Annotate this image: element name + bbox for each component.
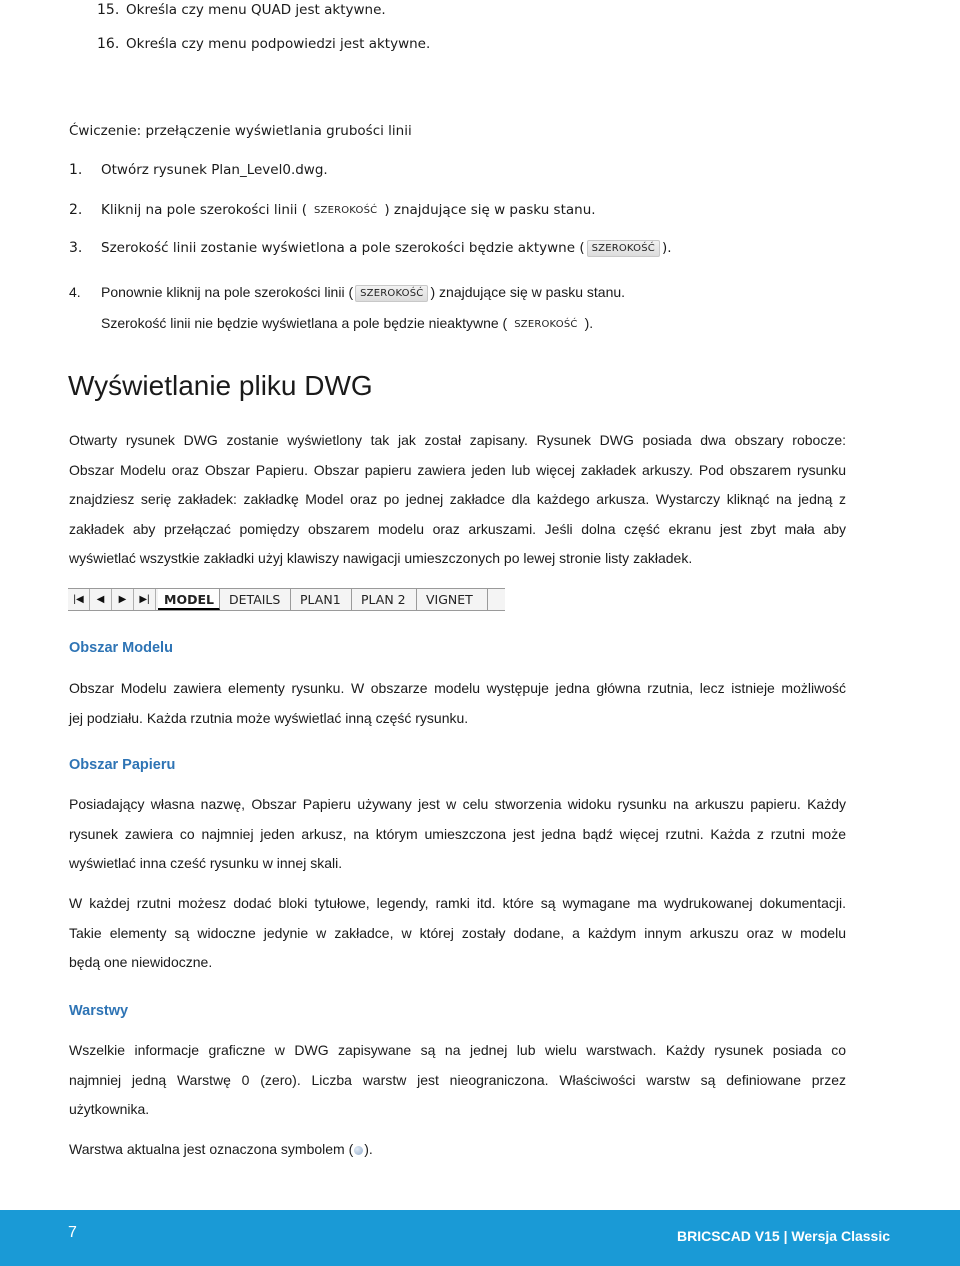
- lineweight-toggle-inactive[interactable]: SZEROKOŚĆ: [514, 318, 578, 330]
- list-item: Określa czy menu podpowiedzi jest aktywne.: [126, 36, 431, 52]
- tab-details[interactable]: DETAILS: [223, 589, 291, 610]
- step-number: 3.: [69, 240, 83, 256]
- step-number: 1.: [69, 162, 83, 178]
- tab-plan1[interactable]: PLAN1: [294, 589, 352, 610]
- text-line: Wszelkie informacje graficzne w DWG zapisywane są na jednej lub wielu warstwach. Każdy rysunek posiada co: [69, 1042, 846, 1058]
- layers-heading: Warstwy: [69, 1003, 129, 1019]
- step-text: Otwórz rysunek Plan_Level0.dwg.: [101, 162, 328, 178]
- intro-paragraph: [69, 426, 846, 574]
- page-number: 7: [68, 1224, 77, 1241]
- step-text: ) znajdujące się w pasku stanu.: [430, 284, 626, 300]
- tab-plan2[interactable]: PLAN 2: [355, 589, 417, 610]
- list-number: 15.: [97, 2, 120, 18]
- first-tab-icon[interactable]: |◀: [68, 589, 90, 610]
- footer-brand: BRICSCAD V15 | Wersja Classic: [677, 1228, 890, 1244]
- paper-space-heading: Obszar Papieru: [69, 757, 176, 773]
- text-line: Warstwa aktualna jest oznaczona symbolem (: [69, 1141, 354, 1157]
- step-text: Szerokość linii nie będzie wyświetlana a pole będzie nieaktywne (: [101, 315, 508, 331]
- text-line: jej podziału. Każda rzutnia może wyświetlać inną część rysunku.: [69, 709, 469, 726]
- step-text: Szerokość linii zostanie wyświetlona a pole szerokości będzie aktywne (: [101, 240, 585, 256]
- text-line: najmniej jedną Warstwę 0 (zero). Liczba warstw jest nieograniczona. Właściwości warstw są definiowane przez: [69, 1071, 846, 1088]
- text-line: W każdej rzutni możesz dodać bloki tytułowe, legendy, ramki itd. które są wymagane ma wydrukowanej dokumentacji.: [69, 895, 846, 911]
- text-line: ).: [364, 1141, 373, 1157]
- text-line: użytkownika.: [69, 1101, 150, 1117]
- lineweight-toggle-inactive[interactable]: SZEROKOŚĆ: [313, 204, 378, 216]
- layers-paragraph: [69, 1036, 846, 1125]
- page-footer: [0, 1210, 960, 1266]
- step-text: Ponownie kliknij na pole szerokości linii (: [101, 284, 354, 300]
- text-line: rysunek zawiera co najmniej jeden arkusz, na którym umieszczona jest jedna bądź więcej rzutni. Każda z rzutni może: [69, 825, 846, 842]
- step-number: 4.: [69, 284, 81, 300]
- next-tab-icon[interactable]: ▶: [112, 589, 134, 610]
- step-text: Kliknij na pole szerokości linii (: [101, 202, 307, 218]
- layout-tab-bar: [68, 588, 505, 611]
- text-line: Obszar Modelu oraz Obszar Papieru. Obszar papieru zawiera jeden lub więcej zakładek arkuszy. Pod obszarem rysunku: [69, 461, 846, 478]
- model-space-paragraph: [69, 674, 846, 733]
- list-item: Określa czy menu QUAD jest aktywne.: [126, 2, 386, 18]
- text-line: wyświetlać wszystkie zakładki użyj klawiszy nawigacji umieszczonych po lewej stronie listy zakładek.: [69, 550, 693, 566]
- step-3: [101, 238, 672, 258]
- last-tab-icon[interactable]: ▶|: [134, 589, 156, 610]
- prev-tab-icon[interactable]: ◀: [90, 589, 112, 610]
- text-line: znajdziesz serię zakładek: zakładkę Model oraz po jednej zakładce dla każdego arkusza. Wystarczy kliknąć na jedną z: [69, 491, 846, 507]
- text-line: Posiadający własna nazwę, Obszar Papieru używany jest w celu stworzenia widoku rysunku na arkuszu papieru. Każdy: [69, 796, 846, 812]
- list-number: 16.: [97, 36, 120, 52]
- section-title: Wyświetlanie pliku DWG: [68, 370, 373, 401]
- lineweight-toggle-active[interactable]: SZEROKOŚĆ: [355, 285, 428, 302]
- lineweight-toggle-active[interactable]: SZEROKOŚĆ: [587, 240, 660, 257]
- tab-vignet[interactable]: VIGNET: [420, 589, 488, 610]
- exercise-title: Ćwiczenie: przełączenie wyświetlania grubości linii: [69, 123, 412, 139]
- text-line: Takie elementy są widoczne jedynie w zakładce, w której zostały dodane, a każdym innym arkuszu oraz w modelu: [69, 924, 846, 941]
- text-line: będą one niewidoczne.: [69, 954, 213, 970]
- step-2: [101, 200, 596, 220]
- text-line: Obszar Modelu zawiera elementy rysunku. W obszarze modelu występuje jedna główna rzutnia, lecz istnieje możliwość: [69, 680, 846, 696]
- current-layer-note: [69, 1139, 373, 1159]
- text-line: zakładek aby przełączać pomiędzy obszarem modelu oraz arkuszami. Jeśli dolna część ekranu jest zbyt mała aby: [69, 520, 846, 537]
- step-4: [101, 282, 625, 302]
- text-line: wyświetlać inna cześć rysunku w innej skali.: [69, 855, 343, 871]
- step-number: 2.: [69, 202, 83, 218]
- step-4-line2: [101, 313, 593, 333]
- model-space-heading: Obszar Modelu: [69, 640, 173, 656]
- text-line: Otwarty rysunek DWG zostanie wyświetlony tak jak został zapisany. Rysunek DWG posiada dwa obszary robocze:: [69, 432, 846, 448]
- step-text: ).: [661, 240, 672, 256]
- current-layer-icon: [354, 1146, 363, 1155]
- step-text: ).: [584, 315, 594, 331]
- paper-space-paragraph-2: [69, 889, 846, 978]
- tab-model[interactable]: MODEL: [158, 589, 220, 610]
- paper-space-paragraph: [69, 790, 846, 879]
- step-text: ) znajdujące się w pasku stanu.: [384, 202, 596, 218]
